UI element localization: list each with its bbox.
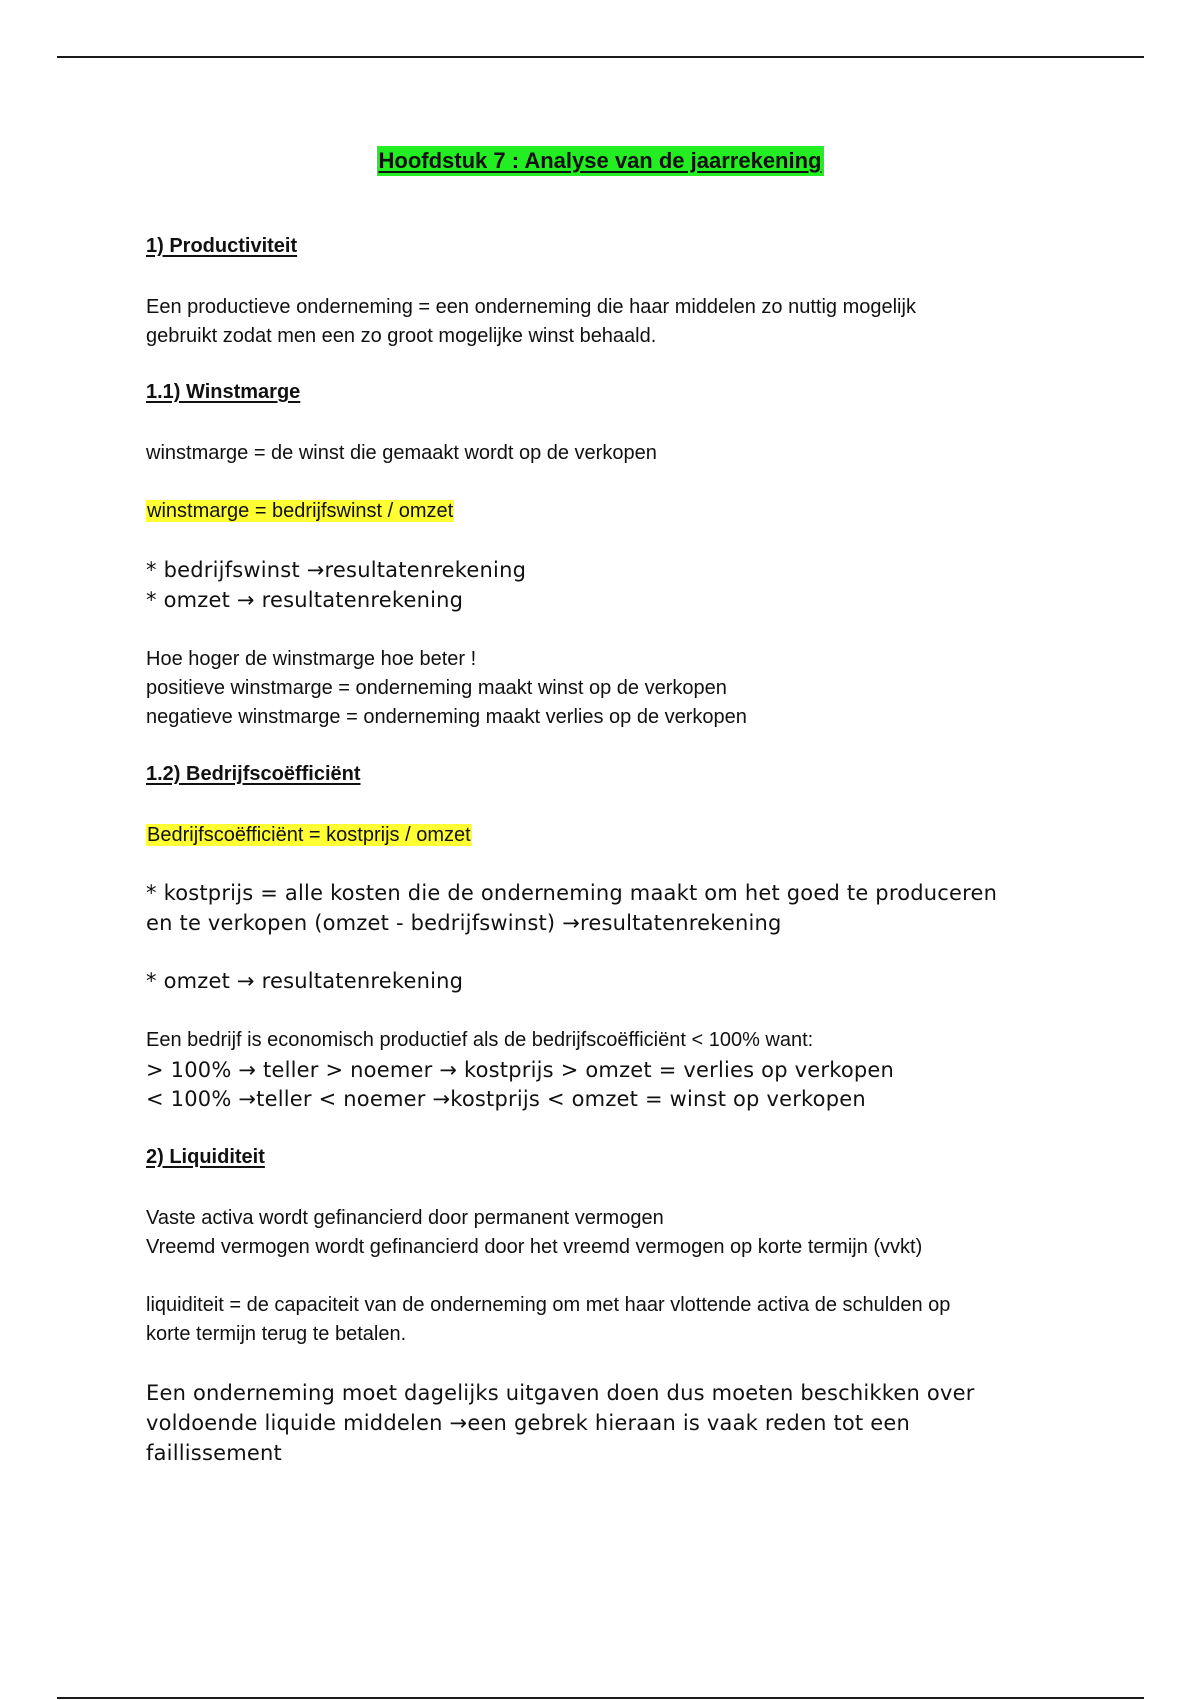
formula-highlight: winstmarge = bedrijfswinst / omzet bbox=[147, 500, 454, 522]
page-title: Hoofdstuk 7 : Analyse van de jaarrekening bbox=[377, 146, 824, 176]
paragraph-line: liquiditeit = de capaciteit van de onderneming om met haar vlottende activa de schulden op bbox=[146, 1294, 951, 1316]
note-line: Hoe hoger de winstmarge hoe beter ! bbox=[146, 648, 477, 670]
bullet-item: * kostprijs = alle kosten die de onderneming maakt om het goed te produceren bbox=[146, 881, 998, 905]
formula-winstmarge bbox=[146, 497, 454, 526]
title-container bbox=[0, 146, 1200, 176]
paragraph-line: Een onderneming moet dagelijks uitgaven doen dus moeten beschikken over bbox=[146, 1381, 975, 1405]
bullet-item: * bedrijfswinst →resultatenrekening bbox=[146, 558, 527, 582]
formula-bedrijfscoefficient bbox=[146, 821, 472, 850]
paragraph-line: Vreemd vermogen wordt gefinancierd door het vreemd vermogen op korte termijn (vvkt) bbox=[146, 1236, 923, 1258]
formula-highlight: Bedrijfscoëfficiënt = kostprijs / omzet bbox=[147, 824, 471, 846]
bullet-item: * omzet → resultatenrekening bbox=[146, 588, 464, 612]
note-line: > 100% → teller > noemer → kostprijs > omzet = verlies op verkopen bbox=[146, 1058, 895, 1082]
definition-winstmarge: winstmarge = de winst die gemaakt wordt op de verkopen bbox=[146, 442, 657, 464]
note-line: < 100% →teller < noemer →kostprijs < omzet = winst op verkopen bbox=[146, 1087, 866, 1111]
paragraph-line: Vaste activa wordt gefinancierd door permanent vermogen bbox=[146, 1207, 664, 1229]
note-line: Een bedrijf is economisch productief als de bedrijfscoëfficiënt < 100% want: bbox=[146, 1029, 814, 1051]
note-line: negatieve winstmarge = onderneming maakt verlies op de verkopen bbox=[146, 706, 747, 728]
paragraph-line: korte termijn terug te betalen. bbox=[146, 1323, 407, 1345]
section-heading-liquiditeit: 2) Liquiditeit bbox=[146, 1146, 265, 1168]
bullet-item: * omzet → resultatenrekening bbox=[146, 969, 464, 993]
section-heading-winstmarge: 1.1) Winstmarge bbox=[146, 381, 301, 403]
paragraph-line: voldoende liquide middelen →een gebrek hieraan is vaak reden tot een bbox=[146, 1411, 910, 1435]
note-line: positieve winstmarge = onderneming maakt winst op de verkopen bbox=[146, 677, 727, 699]
paragraph-line: gebruikt zodat men een zo groot mogelijke winst behaald. bbox=[146, 325, 657, 347]
paragraph-line: faillissement bbox=[146, 1441, 282, 1465]
bottom-rule bbox=[57, 1697, 1144, 1699]
top-rule bbox=[57, 56, 1144, 58]
bullet-item-continued: en te verkopen (omzet - bedrijfswinst) →resultatenrekening bbox=[146, 911, 782, 935]
section-heading-productiviteit: 1) Productiviteit bbox=[146, 235, 298, 257]
section-heading-bedrijfscoefficient: 1.2) Bedrijfscoëfficiënt bbox=[146, 763, 361, 785]
paragraph-line: Een productieve onderneming = een onderneming die haar middelen zo nuttig mogelijk bbox=[146, 296, 916, 318]
